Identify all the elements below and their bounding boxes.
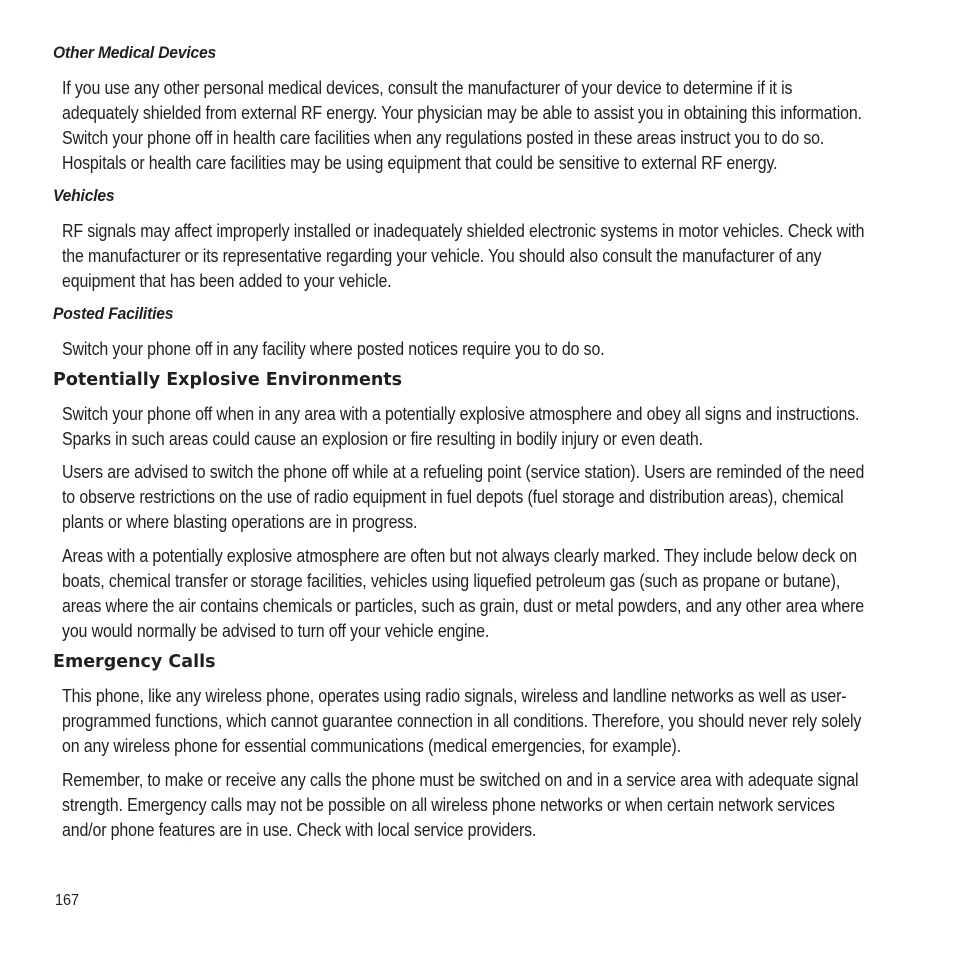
text-line: and/or phone features are in use. Check with local service providers.: [62, 820, 537, 840]
paragraph-explosive-1: [62, 402, 910, 452]
paragraph-explosive-3: [62, 544, 910, 644]
heading-posted-facilities: Posted Facilities: [53, 304, 174, 323]
text-line: strength. Emergency calls may not be possible on all wireless phone networks or when certain network services: [62, 795, 835, 815]
text-line: This phone, like any wireless phone, operates using radio signals, wireless and landline networks as well as user-: [62, 686, 847, 706]
paragraph-posted-facilities: [62, 337, 910, 362]
text-line: boats, chemical transfer or storage facilities, vehicles using liquefied petroleum gas (such as propane or butane),: [62, 571, 841, 591]
heading-other-medical-devices: Other Medical Devices: [53, 43, 217, 62]
paragraph-vehicles: [62, 219, 910, 294]
text-line: Switch your phone off when in any area with a potentially explosive atmosphere and obey all signs and instructions.: [62, 404, 860, 424]
text-line: to observe restrictions on the use of radio equipment in fuel depots (fuel storage and distribution areas), chemical: [62, 487, 844, 507]
text-line: areas where the air contains chemicals or particles, such as grain, dust or metal powders, and any other area where: [62, 596, 865, 616]
paragraph-emergency-1: [62, 684, 910, 759]
page-number: 167: [55, 892, 80, 909]
text-line: If you use any other personal medical devices, consult the manufacturer of your device to determine if it is: [62, 78, 793, 98]
paragraph-explosive-2: [62, 460, 910, 535]
text-line: Switch your phone off in any facility where posted notices require you to do so.: [62, 339, 605, 359]
paragraph-other-medical-devices: [62, 76, 910, 176]
heading-vehicles: Vehicles: [53, 186, 115, 205]
paragraph-emergency-2: [62, 768, 910, 843]
text-line: RF signals may affect improperly installed or inadequately shielded electronic systems in motor vehicles. Check with: [62, 221, 865, 241]
text-line: you would normally be advised to turn off your vehicle engine.: [62, 621, 490, 641]
text-line: the manufacturer or its representative regarding your vehicle. You should also consult the manufacturer of any: [62, 246, 822, 266]
text-line: plants or where blasting operations are in progress.: [62, 512, 418, 532]
text-line: on any wireless phone for essential communications (medical emergencies, for example).: [62, 736, 682, 756]
text-line: equipment that has been added to your vehicle.: [62, 271, 392, 291]
text-line: Switch your phone off in health care facilities when any regulations posted in these areas instruct you to do so.: [62, 128, 825, 148]
text-line: Remember, to make or receive any calls the phone must be switched on and in a service area with adequate signal: [62, 770, 859, 790]
text-line: Hospitals or health care facilities may be using equipment that could be sensitive to external RF energy.: [62, 153, 778, 173]
text-line: programmed functions, which cannot guarantee connection in all conditions. Therefore, you should never rely solely: [62, 711, 862, 731]
text-line: Users are advised to switch the phone off while at a refueling point (service station). Users are reminded of the need: [62, 462, 865, 482]
heading-potentially-explosive-environments: Potentially Explosive Environments: [53, 370, 403, 390]
text-line: Sparks in such areas could cause an explosion or fire resulting in bodily injury or even death.: [62, 429, 703, 449]
heading-emergency-calls: Emergency Calls: [53, 652, 216, 672]
text-line: Areas with a potentially explosive atmosphere are often but not always clearly marked. They include below deck on: [62, 546, 857, 566]
text-line: adequately shielded from external RF energy. Your physician may be able to assist you in obtaining this information.: [62, 103, 862, 123]
